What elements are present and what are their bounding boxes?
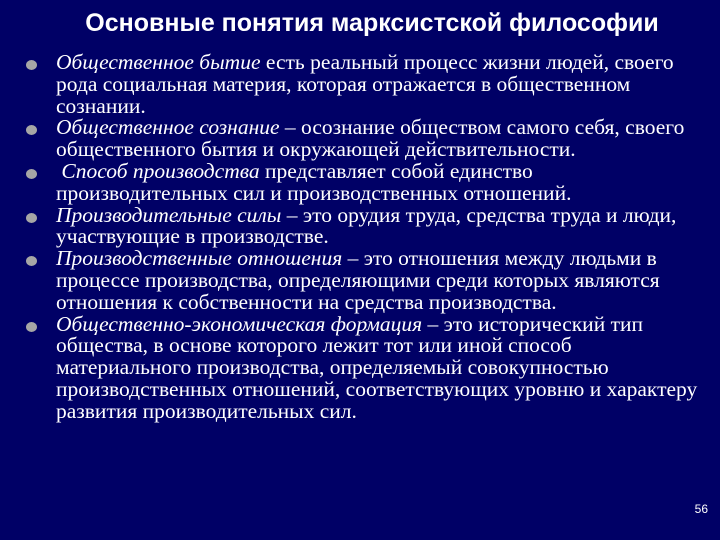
bullet-item [20,202,700,249]
bullet-text: – осознание обществом самого себя, своего общественного бытия и окружающей действительности. [56,115,685,162]
bullet-text: есть реальный процесс жизни людей, своего рода социальная материя, которая отражается в общественном сознании. [56,50,674,118]
bullet-item [20,117,700,161]
page-number: 56 [694,502,708,516]
bullet-item [20,248,700,313]
bullet-term: Производственные отношения [56,246,343,271]
bullet-text: – это отношения между людьми в процессе производства, определяющими среди которых являются отношения к собственности на средства производства. [56,246,660,314]
bullet-text: – это исторический тип общества, в основе которого лежит тот или иной способ материального производства, определяемый совокупностью производственных отношений, соответствующих уровню и характеру развития производительных сил. [56,311,698,423]
bullet-dot-icon [26,213,37,223]
bullet-term: Производительные силы [56,202,282,227]
bullet-term: Общественно-экономическая формация [56,311,423,336]
bullet-text: представляет собой единство производительных сил и производственных отношений. [56,158,572,205]
bullet-dot-icon [26,169,37,179]
bullet-list [20,52,700,423]
bullet-text: – это орудия труда, средства труда и люди, участвующие в производстве. [56,202,677,249]
bullet-term: Общественное бытие [56,50,261,74]
bullet-dot-icon [26,125,37,135]
bullet-term: Способ производства [61,158,260,183]
bullet-item [20,158,700,205]
bullet-term: Общественное сознание [56,115,280,140]
bullet-dot-icon [26,256,37,266]
bullet-dot-icon [26,322,37,332]
bullet-item [20,311,700,423]
bullet-dot-icon [26,60,37,70]
bullet-item [20,52,700,117]
slide-title: Основные понятия марксистской философии [85,9,659,37]
